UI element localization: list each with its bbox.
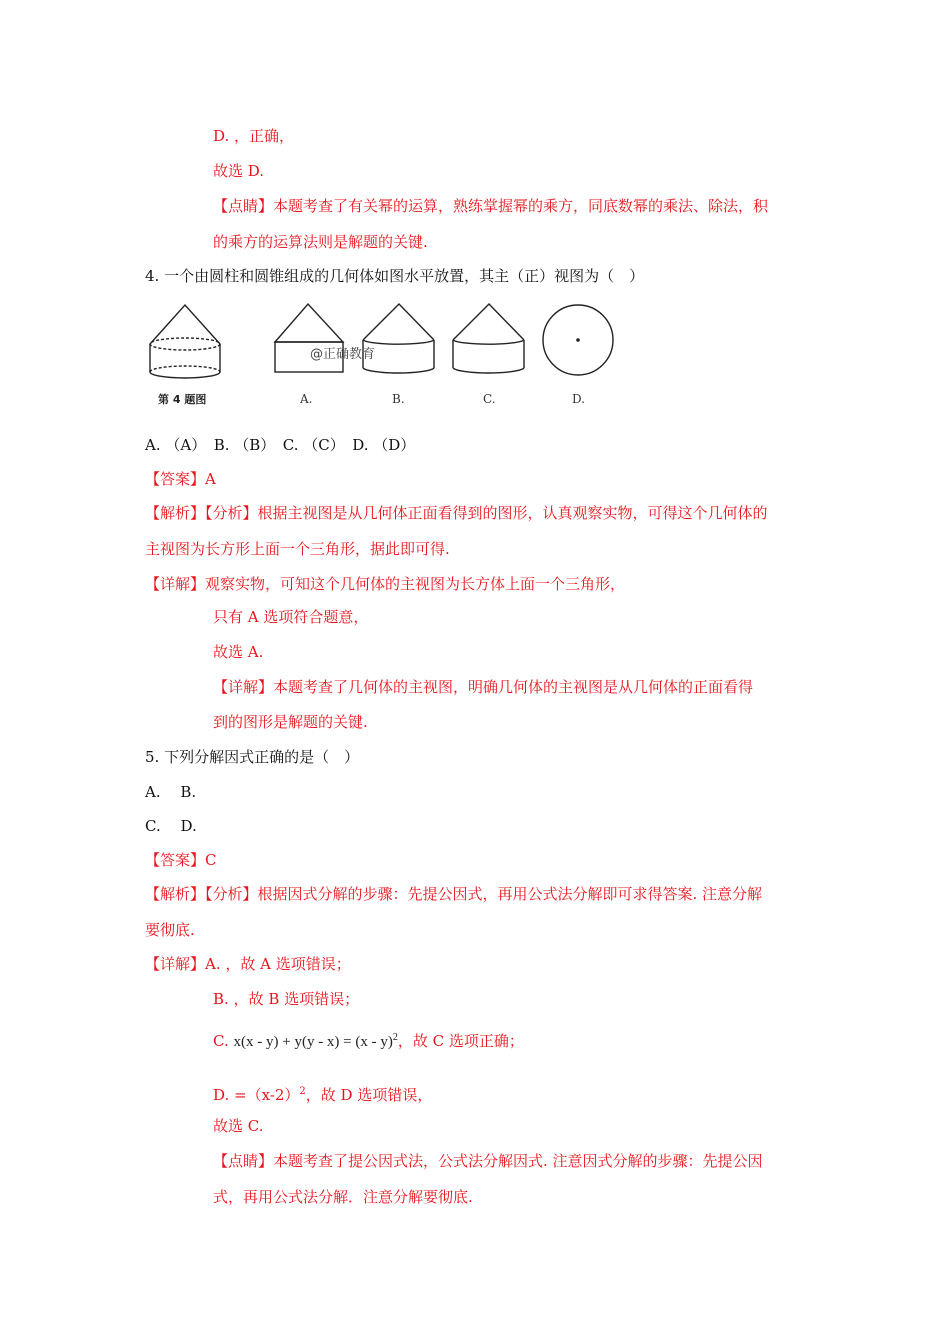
q5-answer: 【答案】C [145, 851, 217, 869]
q5-analysis-line-1: 【解析】【分析】根据因式分解的步骤：先提公因式，再用公式法分解即可求得答案. 注意分解 [145, 885, 763, 903]
q4-figure-label-b: B. [392, 392, 405, 406]
q5-comment-line-1: 【点睛】本题考查了提公因式法，公式法分解因式. 注意因式分解的步骤：先提公因 [213, 1152, 763, 1170]
q5-options-ab: A. B. [145, 783, 197, 801]
q4-figure-label-c: C. [483, 392, 496, 406]
q4-comment-line-1: 【详解】本题考查了几何体的主视图，明确几何体的主视图是从几何体的正面看得 [213, 678, 754, 696]
q4-detail-line-1: 【详解】观察实物，可知这个几何体的主视图为长方体上面一个三角形， [145, 575, 626, 593]
q5-detail-d: D. $=(x-2)^2$，故 D 选项错误， [213, 1086, 433, 1104]
q4-analysis-line-1: 【解析】【分析】根据主视图是从几何体正面看得到的图形，认真观察实物，可得这个几何体的 [145, 504, 768, 522]
q5-detail-c-formula: x(x - y) + y(y - x) = (x - y)$^2$ [233, 1032, 398, 1050]
q4-solid-figure [150, 305, 220, 378]
q5-analysis-line-2: 要彻底. [145, 921, 195, 939]
q4-figure [140, 300, 620, 412]
q4-figure-caption: 第 4 题图 [158, 393, 207, 406]
q5-detail-a: 【详解】A. ，故 A 选项错误； [145, 955, 351, 973]
q3-comment-line-2: 的乘方的运算法则是解题的关键. [213, 233, 428, 251]
q5-detail-c-prefix: C. [213, 1032, 229, 1050]
q4-figure-label-d: D. [572, 392, 586, 406]
q5-choose: 故选 C. [213, 1117, 264, 1135]
q4-figure-label-a: A. [300, 392, 313, 406]
q4-comment-line-2: 到的图形是解题的关键. [213, 713, 368, 731]
q5-question: 5. 下列分解因式正确的是（ ） [145, 748, 360, 766]
q5-comment-line-2: 式，再用公式法分解．注意分解要彻底. [213, 1188, 473, 1206]
q4-option-b-figure [363, 304, 434, 373]
q4-options: A. （A） B. （B） C. （C） D. （D） [145, 436, 416, 454]
q5-options-cd: C. D. [145, 817, 197, 835]
q4-question: 4. 一个由圆柱和圆锥组成的几何体如图水平放置，其主（正）视图为（ ） [145, 267, 645, 285]
q5-detail-c-suffix: ，故 C 选项正确； [397, 1032, 524, 1050]
q3-choose: 故选 D. [213, 162, 265, 180]
q4-detail-line-2: 只有 A 选项符合题意， [213, 608, 369, 626]
q4-center-dot [576, 338, 580, 342]
q4-analysis-line-2: 主视图为长方形上面一个三角形，据此即可得. [145, 540, 450, 558]
q4-answer: 【答案】A [145, 470, 216, 488]
q3-comment-line-1: 【点睛】本题考查了有关幂的运算，熟练掌握幂的乘方，同底数幂的乘法、除法，积 [213, 197, 769, 215]
q5-detail-c [213, 1028, 524, 1052]
q4-option-c-figure [453, 304, 524, 373]
q3-option-d: D. ，正确， [213, 127, 295, 145]
q5-detail-b: B. ，故 B 选项错误； [213, 990, 360, 1008]
watermark: @正确教育 [310, 347, 376, 362]
q4-choose: 故选 A. [213, 643, 264, 661]
